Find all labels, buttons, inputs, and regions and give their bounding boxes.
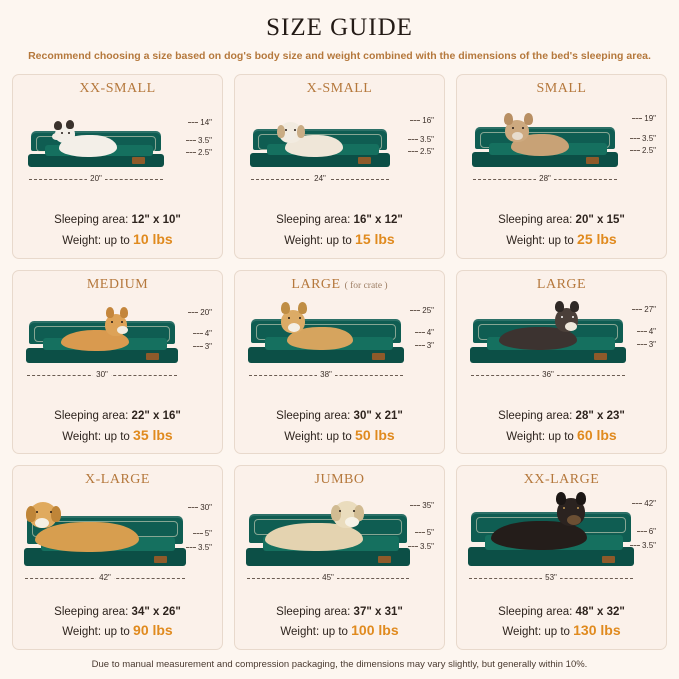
dim-back-label: 27" [644, 304, 656, 314]
size-specs [54, 408, 181, 445]
dim-mid-label: 4" [648, 326, 656, 336]
dim-mid-label: 3.5" [642, 134, 656, 143]
dim-back-label: 42" [644, 499, 656, 509]
bed-illustration [21, 295, 214, 379]
weight-upto: up to [326, 234, 352, 247]
dimension-labels [156, 503, 212, 570]
dog-graphic [285, 135, 343, 157]
bed-illustration [21, 99, 214, 183]
weight-value: 35 lbs [133, 426, 173, 443]
dim-low-label: 3.5" [420, 542, 434, 552]
dim-mid-label: 3.5" [198, 136, 212, 145]
sleeping-area-value: 28" x 23" [575, 409, 625, 422]
size-card-title [87, 277, 148, 293]
weight-upto: up to [104, 234, 130, 247]
dim-low-label: 3.5" [198, 543, 212, 553]
dim-mid-label: 5" [204, 529, 212, 539]
sleeping-area-value: 48" x 32" [575, 605, 625, 618]
weight-prefix: Weight: [280, 626, 320, 639]
size-card [12, 270, 223, 455]
weight-prefix: Weight: [284, 234, 324, 247]
size-name: LARGE [536, 276, 587, 292]
weight-value: 50 lbs [355, 426, 395, 443]
size-card [456, 465, 667, 650]
weight-upto: up to [104, 626, 130, 639]
dim-width-label: 53" [542, 573, 560, 582]
dimension-labels [378, 109, 434, 171]
dim-width-wrap [471, 369, 625, 379]
dim-width-wrap [473, 173, 617, 183]
size-card-title [315, 472, 365, 488]
dim-width-label: 38" [317, 370, 335, 379]
dim-width-label: 45" [319, 573, 337, 582]
sleeping-area-value: 20" x 15" [575, 214, 625, 227]
size-specs [498, 212, 625, 249]
sleeping-area-prefix: Sleeping area: [498, 605, 573, 618]
size-name: X-SMALL [306, 81, 373, 96]
size-card [234, 270, 445, 455]
sleeping-area-value: 12" x 10" [131, 214, 181, 227]
dim-width-label: 28" [536, 174, 554, 183]
dimension-labels [378, 305, 434, 367]
weight-line [498, 229, 625, 250]
dim-back-label: 14" [200, 118, 212, 127]
size-name: SMALL [536, 81, 587, 96]
footer-note: Due to manual measurement and compression packaging, the dimensions may vary slightly, but generally within 10%. [91, 659, 588, 670]
dim-mid-label: 3.5" [420, 135, 434, 144]
size-specs [276, 604, 403, 641]
sleeping-area-line [54, 604, 181, 621]
sleeping-area-line [498, 604, 625, 621]
sleeping-area-prefix: Sleeping area: [276, 214, 351, 227]
size-card-title [291, 277, 387, 293]
bed-illustration [243, 490, 436, 582]
dog-graphic [511, 134, 569, 156]
weight-value: 90 lbs [133, 622, 173, 639]
dim-back-label: 19" [644, 114, 656, 123]
weight-value: 130 lbs [573, 622, 621, 639]
dim-width-label: 36" [539, 370, 557, 379]
dim-back-label: 25" [422, 305, 434, 315]
weight-value: 10 lbs [133, 230, 173, 247]
bed-illustration [465, 99, 658, 183]
size-card [456, 270, 667, 455]
size-specs [54, 212, 181, 249]
weight-line [54, 425, 181, 446]
dim-low-label: 3.5" [642, 541, 656, 551]
size-specs [276, 212, 403, 249]
weight-prefix: Weight: [62, 234, 102, 247]
weight-value: 100 lbs [351, 622, 399, 639]
sleeping-area-prefix: Sleeping area: [276, 605, 351, 618]
dim-mid-label: 5" [426, 528, 434, 538]
size-card-grid [12, 74, 667, 650]
size-card [234, 74, 445, 259]
size-note: ( for crate ) [344, 280, 388, 291]
size-specs [54, 604, 181, 641]
brand-tag [586, 157, 599, 164]
sleeping-area-line [498, 408, 625, 425]
sleeping-area-value: 22" x 16" [131, 409, 181, 422]
size-card [12, 465, 223, 650]
dim-width-wrap [251, 173, 389, 183]
weight-prefix: Weight: [506, 430, 546, 443]
dim-width-wrap [25, 572, 185, 582]
sleeping-area-value: 16" x 12" [353, 214, 403, 227]
size-card [456, 74, 667, 259]
bed-illustration [465, 295, 658, 379]
dim-mid-label: 6" [648, 527, 656, 537]
size-specs [276, 408, 403, 445]
bed-illustration [21, 490, 214, 582]
sleeping-area-prefix: Sleeping area: [276, 409, 351, 422]
dim-mid-label: 4" [204, 328, 212, 338]
page-subtitle: Recommend choosing a size based on dog's body size and weight combined with the dimensions of the bed's sleeping area. [28, 50, 651, 62]
dim-low-label: 3" [204, 341, 212, 351]
weight-value: 25 lbs [577, 230, 617, 247]
weight-line [276, 425, 403, 446]
dog-graphic [499, 327, 577, 350]
size-card-title [537, 277, 586, 293]
bed-illustration [465, 490, 658, 582]
size-card-title [79, 81, 155, 97]
dim-width-label: 20" [87, 174, 105, 183]
dog-graphic [265, 523, 363, 551]
weight-upto: up to [326, 430, 352, 443]
weight-line [498, 620, 625, 641]
sleeping-area-line [276, 604, 403, 621]
dim-low-label: 2.5" [198, 148, 212, 157]
bed-illustration [243, 295, 436, 379]
weight-upto: up to [104, 430, 130, 443]
weight-upto: up to [322, 626, 348, 639]
size-name: JUMBO [314, 472, 365, 488]
size-name: LARGE [291, 276, 341, 292]
sleeping-area-line [276, 408, 403, 425]
dim-width-wrap [27, 369, 177, 379]
dim-low-label: 3" [426, 340, 434, 350]
dog-graphic [287, 327, 353, 350]
dim-width-wrap [249, 369, 403, 379]
bed-illustration [243, 99, 436, 183]
size-card [234, 465, 445, 650]
size-card [12, 74, 223, 259]
dim-mid-label: 4" [426, 327, 434, 337]
dog-graphic [59, 135, 117, 157]
weight-value: 60 lbs [577, 426, 617, 443]
size-name: XX-SMALL [79, 81, 156, 96]
dim-low-label: 2.5" [642, 146, 656, 155]
size-name: X-LARGE [85, 472, 150, 488]
brand-tag [358, 157, 371, 164]
weight-prefix: Weight: [62, 626, 102, 639]
sleeping-area-value: 37" x 31" [353, 605, 403, 618]
dim-width-label: 24" [311, 174, 329, 183]
dim-back-label: 30" [200, 503, 212, 513]
sleeping-area-prefix: Sleeping area: [54, 409, 129, 422]
dim-low-label: 2.5" [420, 147, 434, 156]
sleeping-area-prefix: Sleeping area: [54, 214, 129, 227]
weight-prefix: Weight: [62, 430, 102, 443]
weight-prefix: Weight: [506, 234, 546, 247]
weight-value: 15 lbs [355, 230, 395, 247]
sleeping-area-value: 30" x 21" [353, 409, 403, 422]
dimension-labels [156, 109, 212, 171]
weight-upto: up to [548, 430, 574, 443]
weight-prefix: Weight: [502, 626, 542, 639]
dimension-labels [600, 109, 656, 171]
dim-width-wrap [247, 572, 409, 582]
sleeping-area-line [498, 212, 625, 229]
dim-back-label: 35" [422, 501, 434, 511]
weight-line [54, 620, 181, 641]
dimension-labels [378, 501, 434, 570]
dim-low-label: 3" [648, 339, 656, 349]
page-title: SIZE GUIDE [266, 14, 413, 41]
sleeping-area-prefix: Sleeping area: [498, 214, 573, 227]
size-specs [498, 604, 625, 641]
weight-prefix: Weight: [284, 430, 324, 443]
weight-line [54, 229, 181, 250]
dog-graphic [35, 522, 139, 552]
size-specs [498, 408, 625, 445]
size-card-title [307, 81, 373, 97]
sleeping-area-line [276, 212, 403, 229]
weight-line [276, 229, 403, 250]
brand-tag [132, 157, 145, 164]
sleeping-area-value: 34" x 26" [131, 605, 181, 618]
dim-back-label: 20" [200, 307, 212, 317]
size-card-title [85, 472, 150, 488]
size-name: XX-LARGE [523, 472, 600, 488]
size-card-title [524, 472, 600, 488]
sleeping-area-line [54, 212, 181, 229]
sleeping-area-prefix: Sleeping area: [498, 409, 573, 422]
weight-upto: up to [544, 626, 570, 639]
sleeping-area-prefix: Sleeping area: [54, 605, 129, 618]
sleeping-area-line [54, 408, 181, 425]
weight-line [498, 425, 625, 446]
dim-width-label: 30" [93, 370, 111, 379]
weight-upto: up to [548, 234, 574, 247]
dim-width-wrap [469, 572, 633, 582]
size-name: MEDIUM [86, 276, 149, 292]
dimension-labels [156, 305, 212, 367]
dim-back-label: 16" [422, 116, 434, 125]
dimension-labels [600, 499, 656, 570]
dog-graphic [491, 521, 587, 550]
weight-line [276, 620, 403, 641]
dim-width-label: 42" [96, 573, 114, 582]
dog-graphic [61, 330, 129, 351]
dimension-labels [600, 305, 656, 367]
size-card-title [537, 81, 587, 97]
dim-width-wrap [29, 173, 163, 183]
